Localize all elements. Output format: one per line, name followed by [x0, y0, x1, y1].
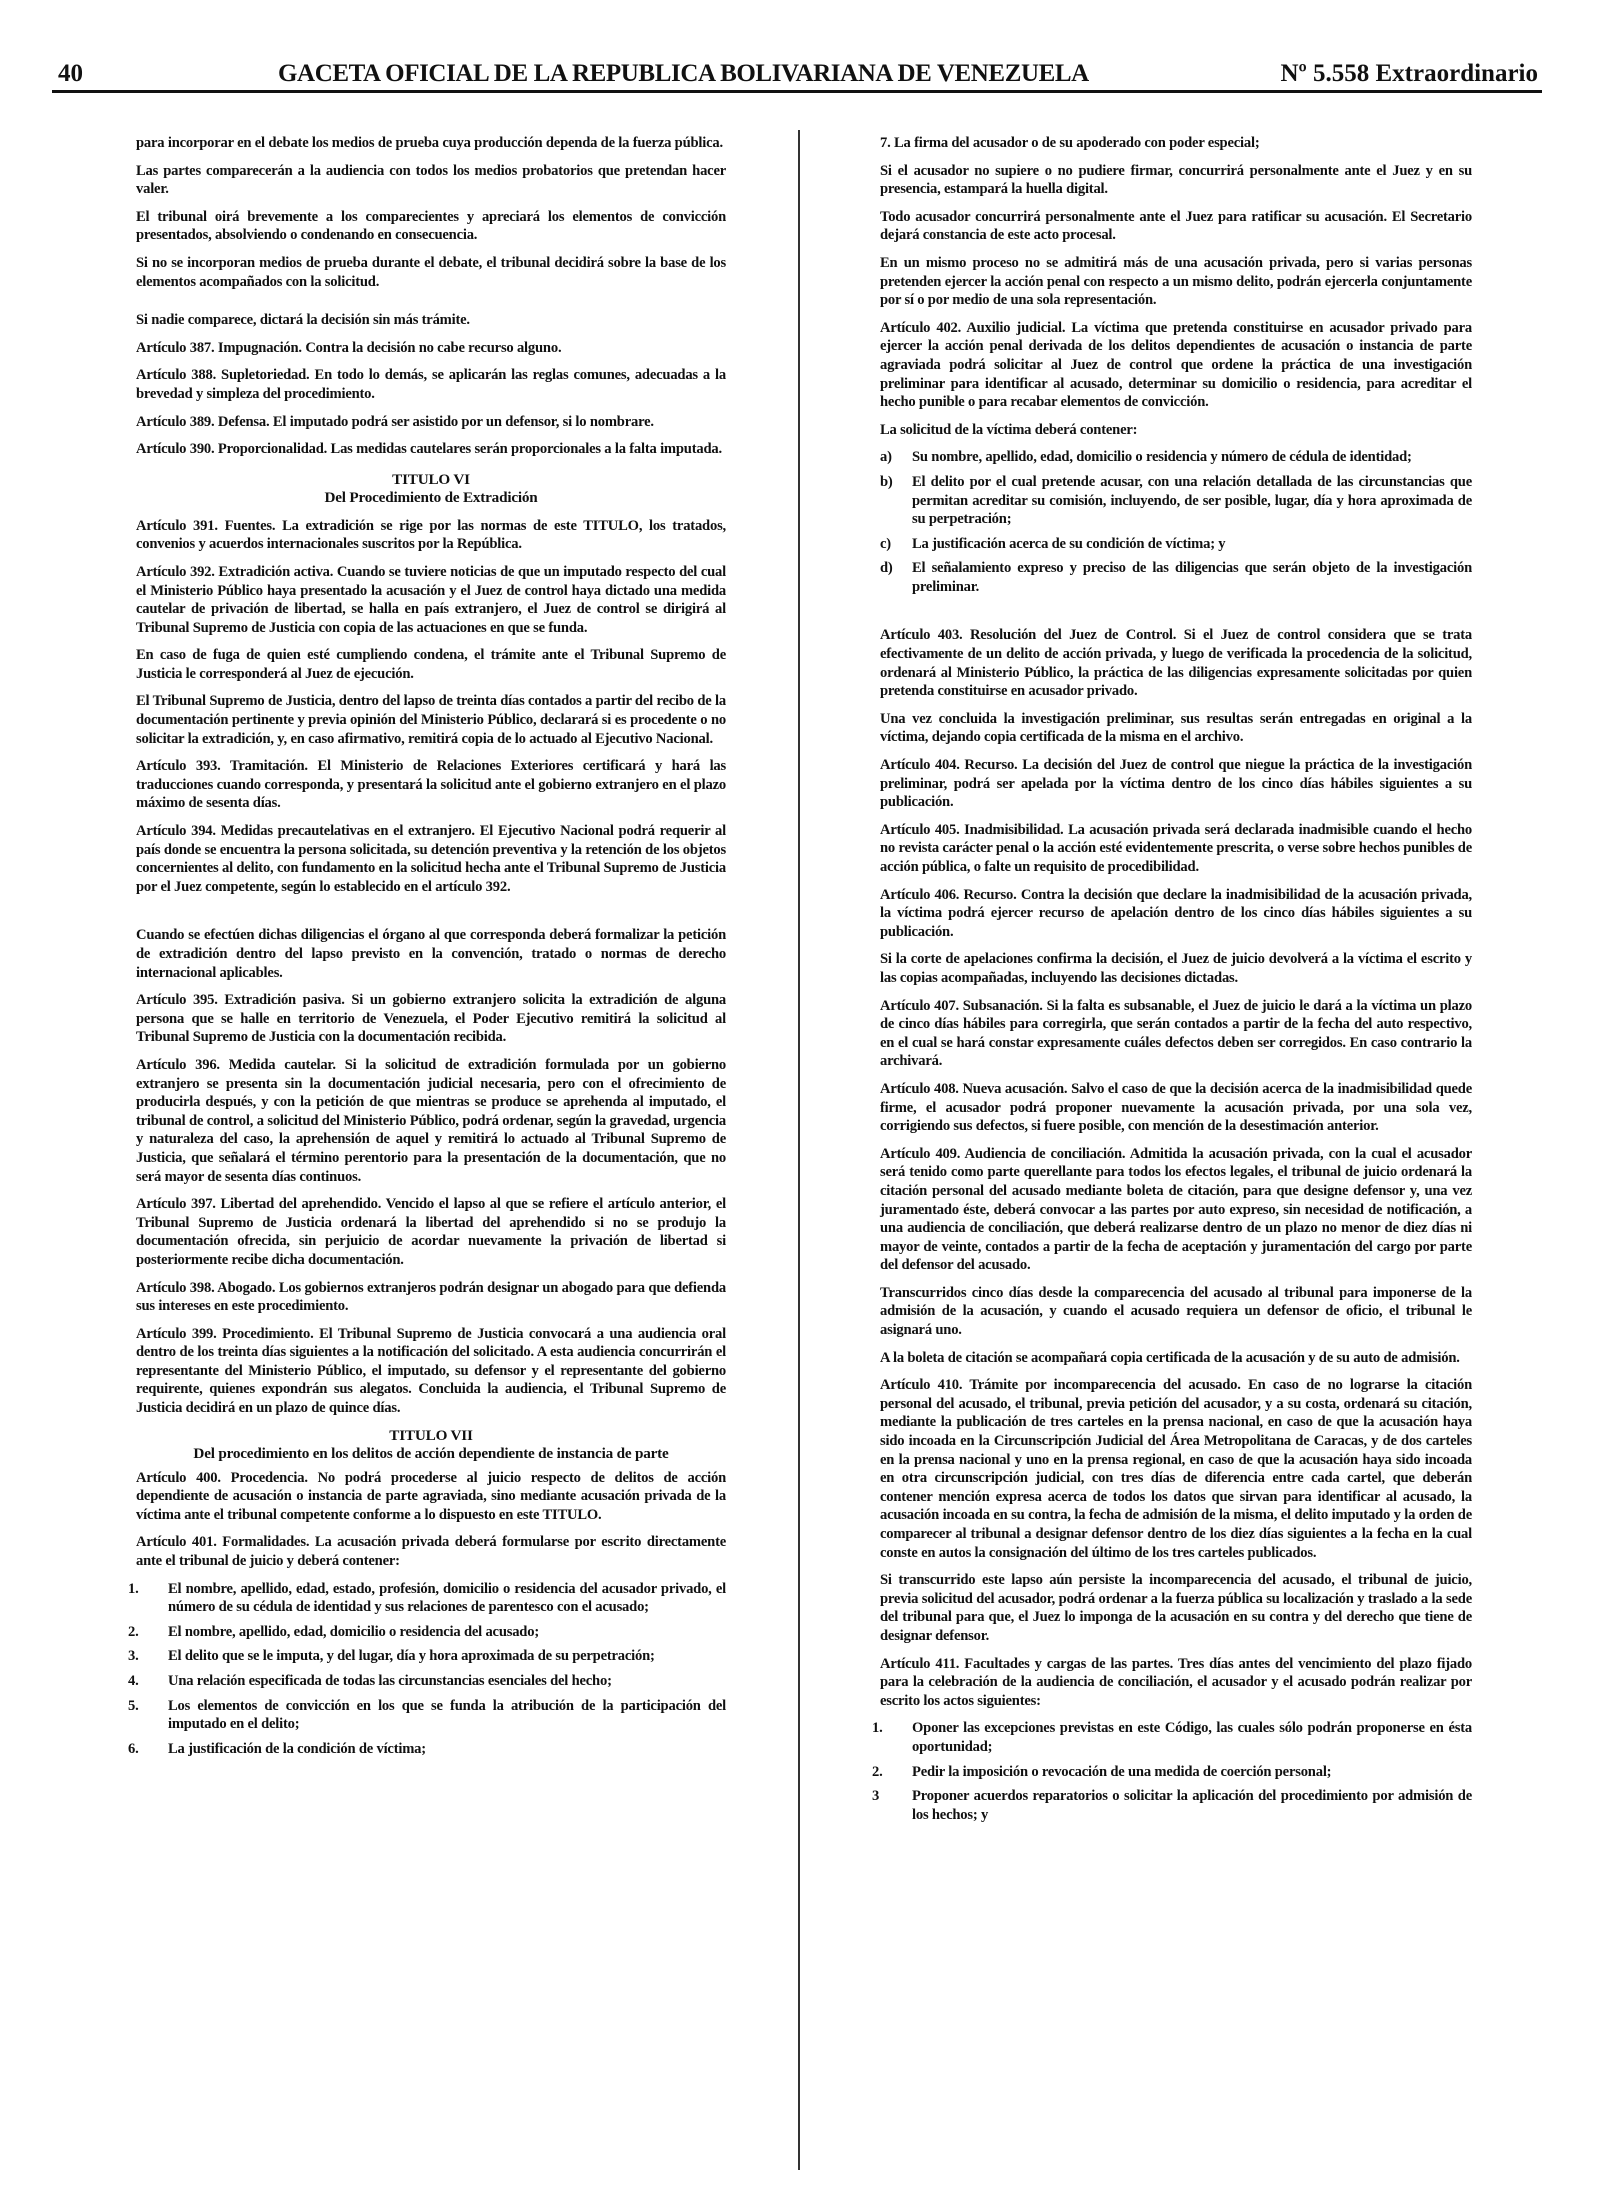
list-item: 2. El nombre, apellido, edad, domicilio o residencia del acusado;	[128, 1623, 539, 1640]
list-item: 4. Una relación especificada de todas las circunstancias esenciales del hecho;	[128, 1673, 612, 1689]
titulo-number: TITULO VI	[392, 470, 470, 488]
article-400	[136, 1469, 726, 1525]
article-text: Si el Juez de control considera que se trata efectivamente de un delito de acción privada, y luego de verificada la procedencia de la solicitud, ordenará al Ministerio Público, la práctica de las diligencias expresamente solicitadas por quien pretenda constituirse en acusador privado.	[880, 627, 1472, 700]
paragraph: Las partes comparecerán a la audiencia con todos los medios probatorios que pretendan hacer valer.	[136, 162, 726, 198]
article-heading: Artículo 402. Auxilio judicial.	[880, 319, 1066, 336]
article-heading: Artículo 407. Subsanación.	[880, 997, 1043, 1014]
paragraph: A la boleta de citación se acompañará copia certificada de la acusación y de su auto de admisión.	[880, 1349, 1460, 1366]
article-heading: Artículo 388. Supletoriedad.	[136, 367, 310, 384]
list-item: 2. Pedir la imposición o revocación de una medida de coerción personal;	[872, 1763, 1332, 1780]
article-heading: Artículo 396. Medida cautelar.	[136, 1056, 336, 1073]
titulo-subtitle: Del procedimiento en los delitos de acción dependiente de instancia de parte	[193, 1444, 669, 1462]
paragraph: 7. La firma del acusador o de su apoderado con poder especial;	[880, 135, 1260, 151]
article-403	[880, 626, 1472, 700]
article-397	[136, 1195, 726, 1269]
issue-number: Nº 5.558 Extraordinario	[1280, 60, 1538, 87]
paragraph: Si transcurrido este lapso aún persiste la incomparecencia del acusado, el tribunal de juicio, previa solicitud del acusador, podrá ordenar a la fuerza pública su localización y traslado a la sede del tribunal para que, el Juez lo imponga de la acusación en su contra y del derecho que tiene de designar defensor.	[880, 1572, 1472, 1644]
article-heading: Artículo 391. Fuentes.	[136, 517, 276, 534]
paragraph: El tribunal oirá brevemente a los comparecientes y apreciará los elementos de convicción presentados, absolviendo o condenando en consecuencia.	[136, 208, 726, 244]
article-399	[136, 1325, 726, 1418]
article-395	[136, 991, 726, 1047]
column-divider	[798, 130, 800, 2170]
article-heading: Artículo 411. Facultades y cargas de las partes.	[880, 1655, 1174, 1672]
list-item: 6. La justificación de la condición de víctima;	[128, 1740, 426, 1757]
article-heading: Artículo 401. Formalidades.	[136, 1534, 310, 1551]
article-text: Tres días antes del vencimiento del plazo fijado para la celebración de la audiencia de conciliación, el acusador y el acusado podrán realizar por escrito los actos siguientes:	[880, 1655, 1473, 1709]
article-text: El Tribunal Supremo de Justicia convocará a una audiencia oral dentro de los treinta días siguientes a la notificación del solicitado. A esta audiencia concurrirán el representante del Ministerio Público, el imputado, su defensor y el representante del gobierno requirente, quienes expondrán sus alegatos. Concluida la audiencia, el Tribunal Supremo de Justicia decidirá en un plazo de quince días.	[136, 1325, 726, 1417]
article-heading: Artículo 392. Extradición activa.	[136, 563, 334, 580]
article-heading: Artículo 410. Trámite por incomparecencia del acusado.	[880, 1377, 1241, 1394]
paragraph: Si la corte de apelaciones confirma la decisión, el Juez de juicio devolverá a la víctima el escrito y las copias acompañadas, incluyendo las decisiones dictadas.	[880, 951, 1472, 986]
article-heading: Artículo 390. Proporcionalidad.	[136, 441, 328, 458]
article-390	[136, 440, 726, 459]
article-393	[136, 757, 726, 813]
article-heading: Artículo 400. Procedencia.	[136, 1469, 308, 1486]
article-text: Si un gobierno extranjero solicita la extradición de alguna persona que se halle en territorio de Venezuela, el Poder Ejecutivo remitirá la solicitud al Tribunal Supremo de Justicia con la documentación recibida.	[136, 992, 727, 1046]
article-404	[880, 756, 1472, 812]
article-text: Contra la decisión no cabe recurso alguno.	[305, 339, 562, 356]
list-item: 1. Oponer las excepciones previstas en este Código, las cuales sólo podrán proponerse en ésta oportunidad;	[872, 1720, 1472, 1755]
article-heading: Artículo 389. Defensa.	[136, 413, 270, 430]
article-text: La acusación privada deberá formularse por escrito directamente ante el tribunal de juicio y deberá contener:	[136, 1534, 727, 1570]
article-text: El Ejecutivo Nacional podrá requerir al país donde se encuentra la persona solicitada, su detención preventiva y la retención de los objetos concernientes al delito, con fundamento en la solicitud hecha ante el Tribunal Supremo de Justicia por el Juez competente, según lo establecido en el artículo 392.	[136, 823, 726, 895]
article-402	[880, 319, 1472, 412]
article-text: Admitida la acusación privada, con la cual el acusador será tenido como parte querellante para todos los efectos legales, el tribunal de juicio ordenará la citación personal del acusado mediante boleta de citación, para que designe defensor y, una vez juramentado éste, deberá convocar a las partes por auto expreso, sin necesidad de notificación, a una audiencia de conciliación, que deberá realizarse dentro de un plazo no menor de diez días ni mayor de veinte, contados a partir de la fecha de aceptación y juramentación del cargo por parte del defensor del acusado.	[880, 1145, 1472, 1274]
article-410	[880, 1376, 1472, 1562]
article-text: Vencido el lapso al que se refiere el artículo anterior, el Tribunal Supremo de Justicia ordenará la libertad del aprehendido si no se produjo la documentación ofrecida, sin perjuicio de acordar nuevamente la privación de libertad si posteriormente recibe dicha documentación.	[136, 1196, 726, 1268]
article-heading: Artículo 399. Procedimiento.	[136, 1325, 314, 1342]
paragraph: En un mismo proceso no se admitirá más de una acusación privada, pero si varias personas pretenden ejercer la acción penal con respecto a un mismo delito, podrán ejercerla conjuntamente por sí o por medio de una sola representación.	[880, 254, 1472, 309]
paragraph: Transcurridos cinco días desde la comparecencia del acusado al tribunal para imponerse de la admisión de la acusación, y cuando el acusado requiera un defensor de oficio, el tribunal le asignará uno.	[880, 1284, 1472, 1339]
article-heading: Artículo 397. Libertad del aprehendido.	[136, 1196, 382, 1213]
paragraph: Una vez concluida la investigación preliminar, sus resultas serán entregadas en original a la víctima, dejando copia certificada de la misma en el archivo.	[880, 710, 1472, 746]
article-text: El imputado podrá ser asistido por un defensor, si lo nombrare.	[272, 413, 654, 430]
titulo-heading	[136, 471, 726, 507]
article-396	[136, 1056, 726, 1186]
article-406	[880, 886, 1472, 942]
article-411	[880, 1655, 1472, 1711]
gazette-title: GACETA OFICIAL DE LA REPUBLICA BOLIVARIANA DE VENEZUELA	[278, 60, 1089, 87]
right-column	[872, 134, 1473, 1832]
article-text: La víctima que pretenda constituirse en acusador privado para ejercer la acción penal derivada de los delitos dependientes de acusación o instancia de parte agraviada podrá solicitar al Juez de control que ordene la práctica de una investigación preliminar para identificar al acusado, determinar su domicilio o residencia, para acreditar el hecho punible o para recabar elementos de convicción.	[880, 319, 1473, 411]
article-text: En caso de no lograrse la citación personal del acusado, el tribunal, previa petición del acusador, y a su costa, ordenará su citación, mediante la publicación de tres carteles en la prensa nacional, en caso de que la acusación haya sido incoada en la Circunscripción Judicial del Área Metropolitana de Caracas, y de dos carteles en la prensa nacional y uno en la prensa regional, en caso de que la acusación haya sido incoada en otra circunscripción judicial, con tres días de diferencia entre cada cartel, que deberán contener mención expresa acerca de todos los datos que sirvan para identificar al acusado, la acusación incoada en su contra, la fecha de admisión de la misma, el delito imputado y la orden de comparecer al tribunal a designar defensor dentro de los diez días siguientes a la fecha en la cual conste en autos la consignación del último de los tres carteles publicados.	[880, 1377, 1473, 1561]
page-number: 40	[58, 60, 83, 87]
paragraph: Cuando se efectúen dichas diligencias el órgano al que corresponda deberá formalizar la petición de extradición dentro del lapso previsto en la convención, tratado o normas de derecho internacional aplicables.	[136, 927, 726, 981]
paragraph: Todo acusador concurrirá personalmente ante el Juez para ratificar su acusación. El Secretario dejará constancia de este acto procesal.	[880, 208, 1472, 244]
header-rule	[52, 90, 1542, 93]
list-item: 3. El delito que se le imputa, y del lugar, día y hora aproximada de su perpetración;	[128, 1648, 655, 1665]
list-item: b) El delito por el cual pretende acusar, con una relación detallada de las circunstancias que permitan acreditar su comisión, incluyendo, de ser posible, lugar, día y hora aproximada de su perpetración;	[880, 473, 1472, 528]
list-item: a) Su nombre, apellido, edad, domicilio o residencia y número de cédula de identidad;	[880, 449, 1412, 466]
article-text: Cuando se tuviere noticias de que un imputado respecto del cual el Ministerio Público haya presentado la acusación y el Juez de control haya dictado una medida cautelar de privación de libertad, se halla en país extranjero, el Juez de control se dirigirá al Tribunal Supremo de Justicia con copia de las actuaciones en que se funda.	[136, 563, 726, 636]
article-heading: Artículo 387. Impugnación.	[136, 339, 302, 356]
article-394	[136, 822, 726, 896]
requirements-list	[880, 448, 1472, 596]
paragraph: En caso de fuga de quien esté cumpliendo condena, el trámite ante el Tribunal Supremo de Justicia le corresponderá al Juez de ejecución.	[136, 647, 726, 682]
article-text: Contra la decisión que declare la inadmisibilidad de la acusación privada, la víctima podrá ejercer recurso de apelación dentro de los cinco días hábiles siguientes a su publicación.	[880, 886, 1472, 940]
list-item: d) El señalamiento expreso y preciso de las diligencias que serán objeto de la investigación preliminar.	[880, 560, 1472, 595]
article-text: Si la solicitud de extradición formulada por un gobierno extranjero se presenta sin la documentación judicial necesaria, pero con el ofrecimiento de producirla después, y con la petición de que mientras se produce se aprehenda al imputado, el tribunal de control, a solicitud del Ministerio Público, podrá ordenar, según la gravedad, urgencia y naturaleza del caso, la aprehensión de aquel y remitirá lo actuado al Tribunal Supremo de Justicia, que señalará el término perentorio para la presentación de la documentación, que no será mayor de sesenta días continuos.	[136, 1056, 727, 1185]
article-text: Salvo el caso de que la decisión acerca de la inadmisibilidad quede firme, el acusador podrá proponer nuevamente la acusación privada, por una sola vez, corrigiendo sus defectos, si fuere posible, con mención de la desestimación anterior.	[880, 1080, 1472, 1135]
article-text: Si la falta es subsanable, el Juez de juicio le dará a la víctima un plazo de cinco días hábiles para corregirla, que serán contados a partir de la fecha del auto respectivo, en el cual se hará constar expresamente cuáles defectos deben ser corregidos. En caso contrario la archivará.	[880, 997, 1472, 1070]
article-409	[880, 1145, 1472, 1275]
list-item: c) La justificación acerca de su condición de víctima; y	[880, 535, 1226, 552]
paragraph: La solicitud de la víctima deberá contener:	[880, 421, 1138, 438]
article-heading: Artículo 404. Recurso.	[880, 757, 1018, 774]
article-text: La acusación privada será declarada inadmisible cuando el hecho no revista carácter penal o la acción esté evidentemente prescrita, o verse sobre hechos punibles de acción pública, o falte un requisito de procedibilidad.	[880, 821, 1473, 875]
article-text: La extradición se rige por las normas de este TITULO, los tratados, convenios y acuerdos internacionales suscritos por la República.	[136, 517, 727, 553]
article-heading: Artículo 403. Resolución del Juez de Control.	[880, 627, 1177, 644]
article-text: En todo lo demás, se aplicarán las reglas comunes, adecuadas a la brevedad y simpleza del procedimiento.	[136, 367, 727, 402]
article-387	[136, 339, 726, 358]
article-401	[136, 1533, 726, 1570]
article-text: Las medidas cautelares serán proporcionales a la falta imputada.	[330, 441, 722, 458]
article-388	[136, 366, 726, 403]
article-text: El Ministerio de Relaciones Exteriores certificará y hará las traducciones cuando corresponda, y presentará la solicitud ante el gobierno extranjero en el plazo máximo de sesenta días.	[136, 758, 727, 812]
paragraph: Si no se incorporan medios de prueba durante el debate, el tribunal decidirá sobre la base de los elementos acompañados con la solicitud.	[136, 254, 726, 290]
article-405	[880, 821, 1472, 877]
titulo-subtitle: Del Procedimiento de Extradición	[324, 488, 538, 506]
article-text: Los gobiernos extranjeros podrán designar un abogado para que defienda sus intereses en este procedimiento.	[136, 1279, 726, 1315]
article-392	[136, 563, 726, 637]
article-heading: Artículo 395. Extradición pasiva.	[136, 992, 345, 1009]
requirements-list	[872, 1719, 1472, 1824]
article-heading: Artículo 409. Audiencia de conciliación.	[880, 1145, 1126, 1162]
paragraph: El Tribunal Supremo de Justicia, dentro del lapso de treinta días contados a partir del recibo de la documentación pertinente y previa opinión del Ministerio Público, declarará si es procedente o no solicitar la extradición, y, en caso afirmativo, remitirá copia de lo actuado al Ejecutivo Nacional.	[136, 693, 726, 747]
titulo-number: TITULO VII	[389, 1426, 473, 1444]
list-item: 5. Los elementos de convicción en los que se funda la atribución de la participación del imputado en el delito;	[128, 1697, 726, 1733]
article-heading: Artículo 398. Abogado.	[136, 1279, 276, 1296]
requirements-list	[128, 1580, 726, 1759]
article-heading: Artículo 406. Recurso.	[880, 886, 1017, 903]
article-heading: Artículo 408. Nueva acusación.	[880, 1080, 1068, 1097]
titulo-heading	[136, 1427, 726, 1463]
paragraph: Si nadie comparece, dictará la decisión sin más trámite.	[136, 312, 470, 329]
article-398	[136, 1279, 726, 1316]
article-heading: Artículo 405. Inadmisibilidad.	[880, 821, 1064, 838]
paragraph: Si el acusador no supiere o no pudiere firmar, concurrirá personalmente ante el Juez y en su presencia, estampará la huella digital.	[880, 162, 1472, 198]
article-heading: Artículo 394. Medidas precautelativas en el extranjero.	[136, 823, 475, 840]
left-column	[128, 134, 727, 1766]
article-407	[880, 997, 1472, 1071]
article-391	[136, 517, 726, 554]
page-header	[52, 56, 1538, 92]
list-item: 1. El nombre, apellido, edad, estado, profesión, domicilio o residencia del acusador privado, el número de su cédula de identidad y sus relaciones de parentesco con el acusado;	[128, 1580, 726, 1616]
article-text: La decisión del Juez de control que niegue la práctica de la investigación preliminar, podrá ser apelada por la víctima dentro de los cinco días hábiles siguientes a su publicación.	[880, 757, 1472, 811]
paragraph: para incorporar en el debate los medios de prueba cuya producción dependa de la fuerza pública.	[136, 135, 723, 151]
article-text: No podrá procederse al juicio respecto de delitos de acción dependiente de acusación o instancia de parte agraviada, sino mediante acusación privada de la víctima ante el tribunal competente conforme a lo dispuesto en este TITULO.	[136, 1469, 726, 1523]
article-408	[880, 1080, 1472, 1136]
list-item: 3 Proponer acuerdos reparatorios o solicitar la aplicación del procedimiento por admisión de los hechos; y	[872, 1788, 1472, 1823]
article-heading: Artículo 393. Tramitación.	[136, 758, 308, 775]
article-389	[136, 413, 726, 432]
